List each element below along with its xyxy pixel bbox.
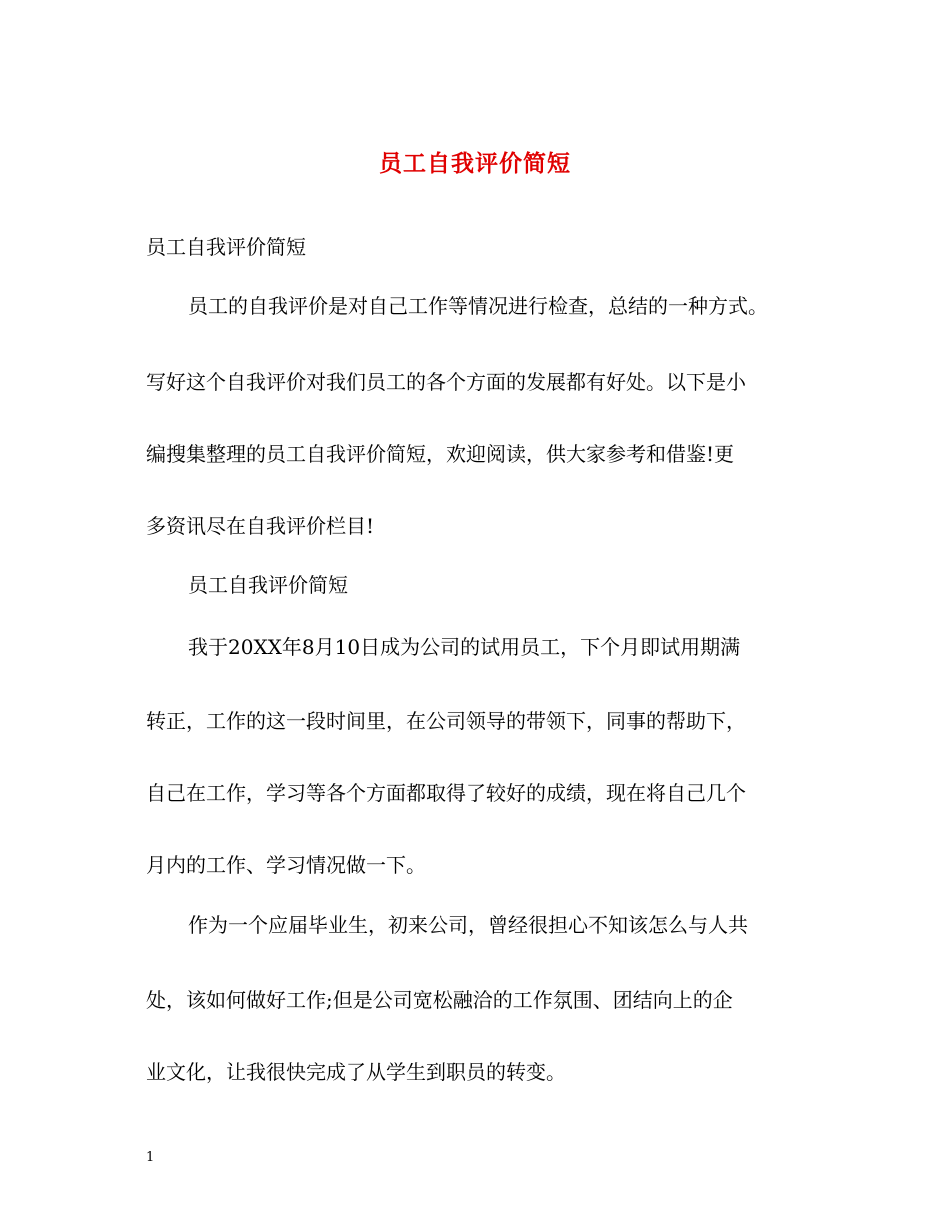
document-title: 员工自我评价简短 bbox=[379, 150, 571, 177]
paragraph-line: 转正，工作的这一段时间里，在公司领导的带领下，同事的帮助下， bbox=[146, 709, 746, 733]
paragraph-line: 员工的自我评价是对自己工作等情况进行检查，总结的一种方式。 bbox=[188, 294, 768, 318]
paragraph-line: 业文化，让我很快完成了从学生到职员的转变。 bbox=[146, 1060, 566, 1084]
paragraph-line: 编搜集整理的员工自我评价简短，欢迎阅读，供大家参考和借鉴!更 bbox=[146, 442, 735, 466]
subtitle-line: 员工自我评价简短 bbox=[146, 235, 306, 259]
section-heading-line: 员工自我评价简短 bbox=[188, 573, 348, 597]
page-number: 1 bbox=[146, 1150, 155, 1165]
paragraph-line: 自己在工作，学习等各个方面都取得了较好的成绩，现在将自己几个 bbox=[146, 781, 746, 805]
paragraph-line: 处，该如何做好工作;但是公司宽松融洽的工作氛围、团结向上的企 bbox=[146, 988, 733, 1012]
paragraph-line: 写好这个自我评价对我们员工的各个方面的发展都有好处。以下是小 bbox=[146, 370, 746, 394]
paragraph-line: 我于20XX年8月10日成为公司的试用员工，下个月即试用期满 bbox=[188, 635, 741, 659]
paragraph-line: 月内的工作、学习情况做一下。 bbox=[146, 853, 426, 877]
paragraph-line: 多资讯尽在自我评价栏目! bbox=[146, 514, 375, 538]
paragraph-line: 作为一个应届毕业生，初来公司，曾经很担心不知该怎么与人共 bbox=[188, 913, 748, 937]
